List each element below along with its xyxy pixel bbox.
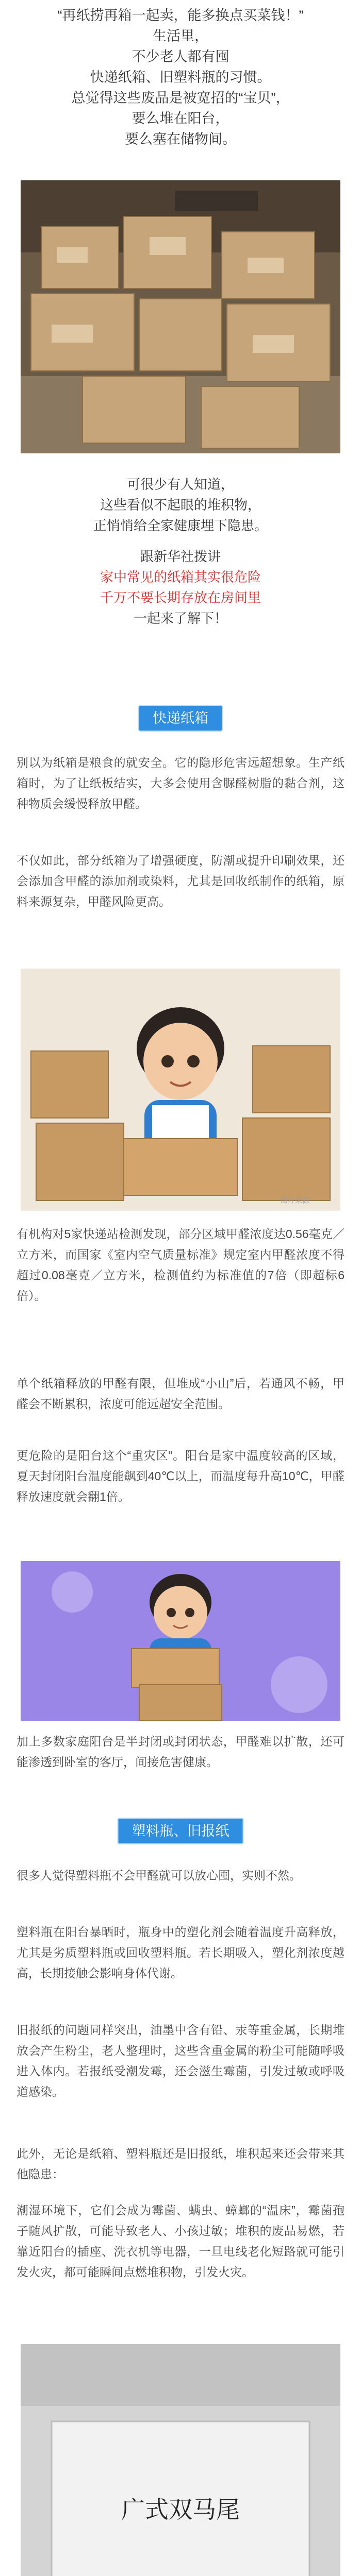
callout-line: 这些看似不起眼的堆积物， [100, 497, 261, 513]
cartoon-boy-holding-boxes-illustration [21, 1561, 340, 1721]
section2-paragraph: 塑料瓶在阳台暴晒时，瓶身中的塑化剂会随着温度升高释放，尤其是劣质塑料瓶或回收塑料瓶。若长期吸入，塑化剂浓度越高，长期接触会影响身体代谢。 [17, 1925, 344, 1980]
intro-line: “再纸捞再箱一起卖，能多换点买菜钱！” [57, 8, 304, 23]
callout-line: 一起来了解下！ [133, 611, 227, 626]
section1-paragraph: 有机构对5家快递站检测发现，部分区域甲醛浓度达0.56毫克／立方米，而国家《室内空气质量标准》规定室内甲醛浓度不得超过0.08毫克／立方米，检测值约为标准值的7倍（即超标6倍）。 [17, 1227, 344, 1302]
section1-paragraph: 别以为纸箱是粮食的就安全。它的隐形危害远超想象。生产纸箱时，为了让纸板结实，大多会使用含脲醛树脂的黏合剂，这种物质会缓慢释放甲醛。 [17, 756, 344, 810]
intro-line: 快递纸箱、旧塑料瓶的习惯。 [90, 70, 271, 85]
svg-text:图片来源: 图片来源 [281, 1196, 309, 1205]
sign-photo [21, 2344, 340, 2576]
cartoon-boy-boxes-illustration [21, 969, 340, 1211]
intro-line: 总觉得这些废品是被宽招的“宝贝”， [71, 90, 290, 106]
warehouse-boxes-photo [21, 180, 340, 453]
callout-line-highlight: 家中常见的纸箱其实很危险 [100, 569, 261, 585]
section-title-plastic-newspaper: 塑料瓶、旧报纸 [119, 1819, 243, 1843]
section2-paragraph: 很多人觉得塑料瓶不会甲醛就可以放心囤，实则不然。 [17, 1869, 301, 1882]
warning-callout [0, 474, 361, 716]
callout-line: 正悄悄给全家健康埋下隐患。 [93, 518, 268, 533]
section2-paragraph: 此外，无论是纸箱、塑料瓶还是旧报纸，堆积起来还会带来其他隐患： [17, 2147, 344, 2181]
intro-line: 不少老人都有囤 [132, 49, 229, 64]
intro-line: 要么堆在阳台， [132, 111, 229, 126]
section1-paragraph: 加上多数家庭阳台是半封闭或封闭状态，甲醛难以扩散，还可能渗透到卧室的客厅，间接危害健康。 [17, 1735, 344, 1769]
callout-line: 跟新华社拨讲 [140, 549, 221, 564]
intro-text [0, 0, 361, 183]
section-title-express-boxes: 快递纸箱 [139, 706, 222, 731]
section1-paragraph: 不仅如此，部分纸箱为了增强硬度，防潮或提升印刷效果，还会添加含甲醛的添加剂或染料，尤其是回收纸制作的纸箱，原料来源复杂，甲醛风险更高。 [17, 854, 344, 908]
section2-paragraph: 旧报纸的问题同样突出，油墨中含有铅、汞等重金属，长期堆放会产生粉尘，老人整理时，这些含重金属的粉尘可能随呼吸进入体内。若报纸受潮发霉，还会滋生霉菌，引发过敏或呼吸道感染。 [17, 2023, 344, 2098]
callout-line: 可很少有人知道， [126, 477, 234, 492]
section1-paragraph: 单个纸箱释放的甲醛有限，但堆成“小山”后，若通风不畅，甲醛会不断累积，浓度可能远超安全范围。 [17, 1377, 344, 1411]
sign-text: 广式双马尾 [121, 2497, 240, 2523]
section1-paragraph: 更危险的是阳台这个“重灾区”。阳台是家中温度较高的区域，夏天封闭阳台温度能飙到40℃以上，而温度每升高10℃，甲醛释放速度就会翻1倍。 [17, 1449, 344, 1503]
intro-line: 生活里， [153, 28, 208, 44]
section2-paragraph: 潮湿环境下，它们会成为霉菌、螨虫、蟑螂的“温床”，霉菌孢子随风扩散，可能导致老人、小孩过敏；堆积的废品易燃，若靠近阳台的插座、洗衣机等电器，一旦电线老化短路就可能引发火灾，都可能瞬间点燃堆积物，引发火灾。 [17, 2204, 344, 2279]
intro-line: 要么塞在储物间。 [125, 131, 236, 147]
callout-line-highlight: 千万不要长期存放在房间里 [100, 590, 261, 605]
